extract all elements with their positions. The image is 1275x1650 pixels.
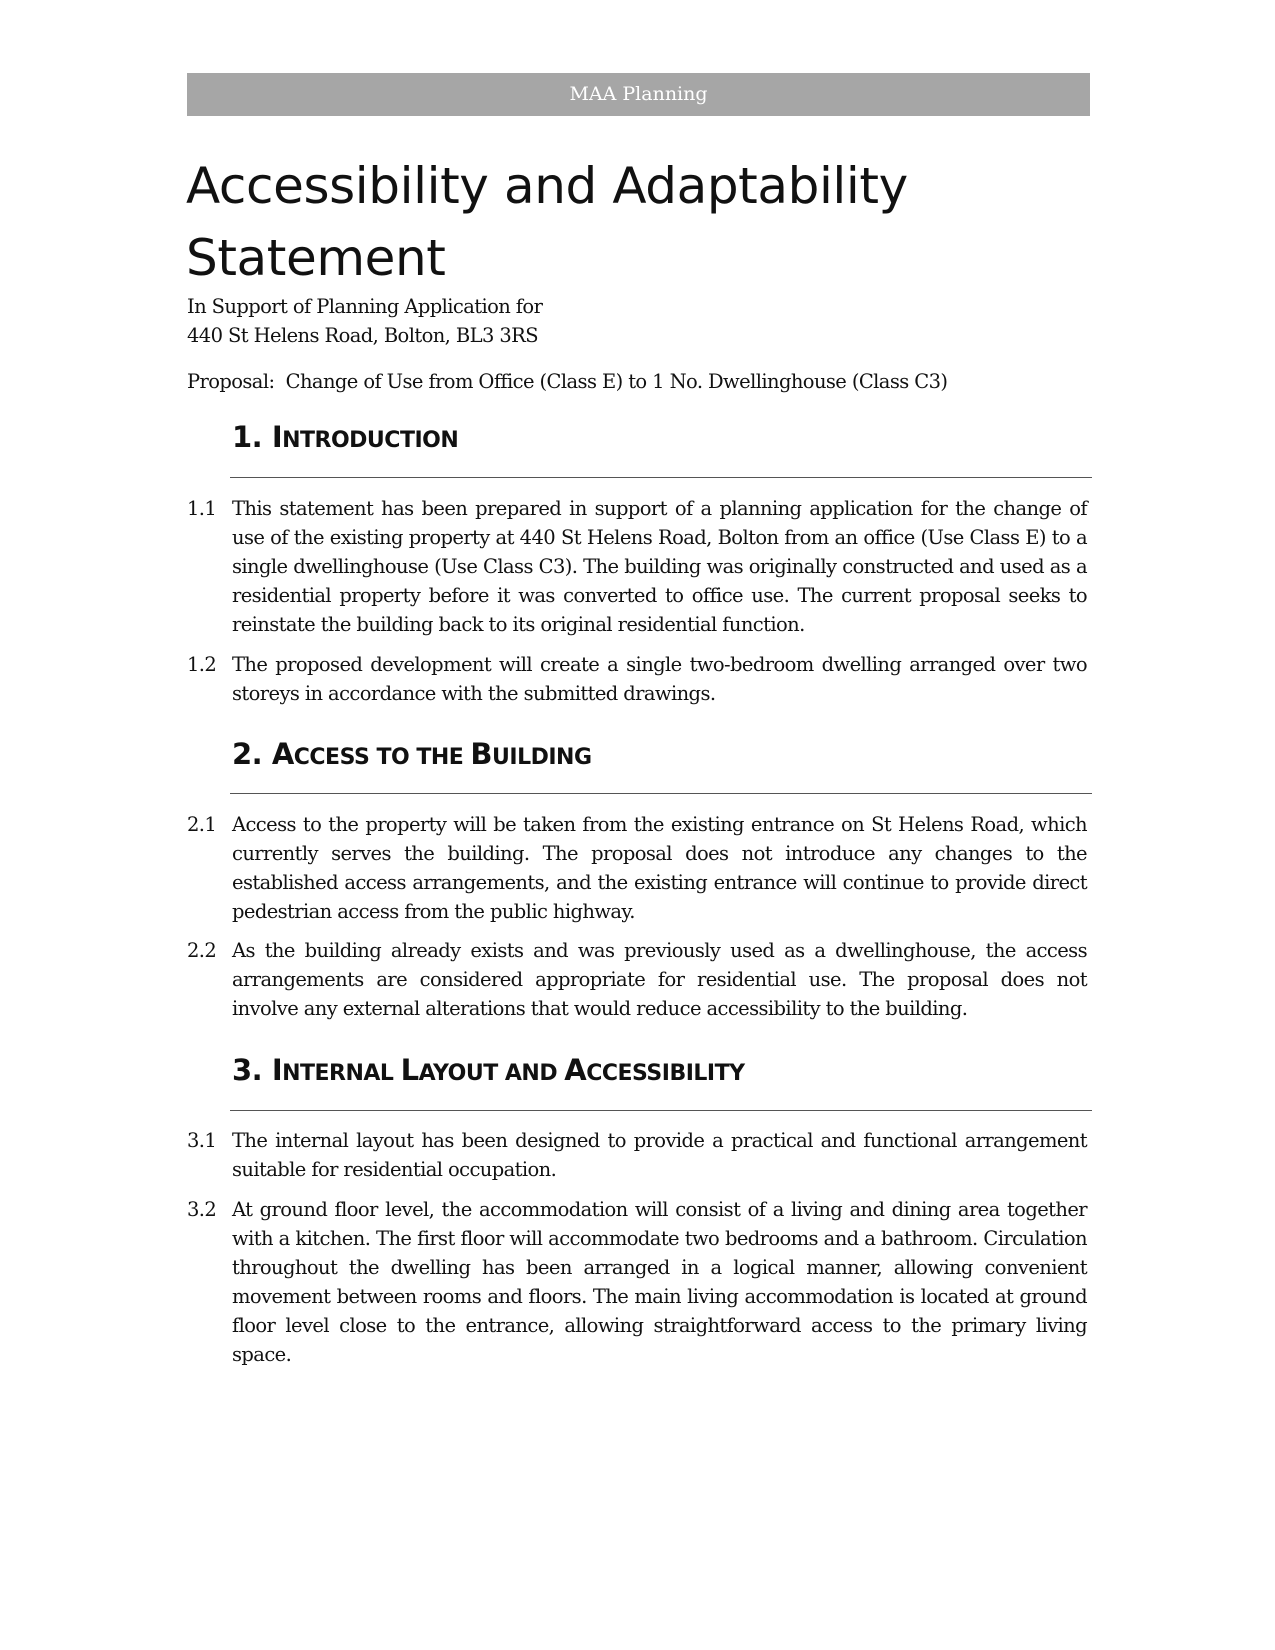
paragraph-text: As the building already exists and was previously used as a dwellinghouse, the access arrangements are considered appropriate for residential use. The proposal does not involve any external alterations that would reduce accessibility to the building. bbox=[232, 939, 1087, 1020]
paragraph-text: The proposed development will create a single two-bedroom dwelling arranged over two storeys in accordance with the submitted drawings. bbox=[232, 653, 1087, 705]
document-title bbox=[186, 150, 1086, 294]
paragraph-number: 1.2 bbox=[187, 653, 217, 676]
heading-smallcaps: CCESS TO THE bbox=[293, 745, 471, 770]
paragraph-text: At ground floor level, the accommodation will consist of a living and dining area together with a kitchen. The first floor will accommodate two bedrooms and a bathroom. Circulation throughout the dwelling has been arranged in a logical manner, allowing convenient movement between rooms and floors. The main living accommodation is located at ground floor level close to the entrance, allowing straightforward access to the primary living space. bbox=[232, 1198, 1087, 1366]
header-label: MAA Planning bbox=[569, 83, 708, 105]
heading-smallcaps: UILDING bbox=[492, 745, 592, 770]
section-rule bbox=[230, 793, 1092, 794]
paragraph-3-2 bbox=[187, 1195, 1087, 1369]
paragraph-number: 3.2 bbox=[187, 1198, 217, 1221]
paragraph-number: 1.1 bbox=[187, 497, 217, 520]
heading-capital: I bbox=[271, 420, 283, 454]
paragraph-text: Access to the property will be taken from the existing entrance on St Helens Road, which currently serves the building. The proposal does not introduce any changes to the established access arrangements, and the existing entrance will continue to provide direct pedestrian access from the public highway. bbox=[232, 813, 1087, 923]
subtitle-line-1: In Support of Planning Application for bbox=[187, 295, 543, 318]
heading-smallcaps: AYOUT AND bbox=[418, 1061, 565, 1086]
document-subtitle bbox=[187, 292, 542, 350]
document-title-line-2: Statement bbox=[186, 229, 446, 287]
section-number: 2. bbox=[232, 737, 263, 771]
section-heading-access bbox=[232, 736, 1092, 776]
paragraph-2-2 bbox=[187, 936, 1087, 1023]
heading-capital: A bbox=[271, 737, 294, 771]
heading-smallcaps: NTERNAL bbox=[282, 1061, 401, 1086]
section-number: 1. bbox=[232, 420, 263, 454]
heading-capital: L bbox=[400, 1053, 419, 1087]
paragraph-1-1 bbox=[187, 494, 1087, 639]
heading-capital: B bbox=[470, 737, 493, 771]
header-band bbox=[187, 73, 1090, 116]
document-title-line-1: Accessibility and Adaptability bbox=[186, 157, 908, 215]
heading-capital: I bbox=[271, 1053, 283, 1087]
paragraph-text: This statement has been prepared in support of a planning application for the change of use of the existing property at 440 St Helens Road, Bolton from an office (Use Class E) to a single dwellinghouse (Use Class C3). The building was originally constructed and used as a residential property before it was converted to office use. The current proposal seeks to reinstate the building back to its original residential function. bbox=[232, 497, 1087, 636]
paragraph-number: 3.1 bbox=[187, 1129, 217, 1152]
section-heading-internal-layout bbox=[232, 1052, 1092, 1092]
paragraph-2-1 bbox=[187, 810, 1087, 926]
paragraph-1-2 bbox=[187, 650, 1087, 708]
paragraph-text: The internal layout has been designed to provide a practical and functional arrangement suitable for residential occupation. bbox=[232, 1129, 1087, 1181]
heading-smallcaps: CCESSIBILITY bbox=[586, 1061, 745, 1086]
section-rule bbox=[230, 1110, 1092, 1111]
section-number: 3. bbox=[232, 1053, 263, 1087]
paragraph-number: 2.1 bbox=[187, 813, 217, 836]
heading-smallcaps: NTRODUCTION bbox=[282, 428, 459, 453]
proposal-line: Proposal: Change of Use from Office (Class E) to 1 No. Dwellinghouse (Class C3) bbox=[187, 370, 948, 393]
paragraph-3-1 bbox=[187, 1126, 1087, 1184]
section-heading-introduction bbox=[232, 419, 1092, 459]
paragraph-number: 2.2 bbox=[187, 939, 217, 962]
heading-capital: A bbox=[564, 1053, 587, 1087]
subtitle-line-2: 440 St Helens Road, Bolton, BL3 3RS bbox=[187, 324, 538, 347]
section-rule bbox=[230, 477, 1092, 478]
